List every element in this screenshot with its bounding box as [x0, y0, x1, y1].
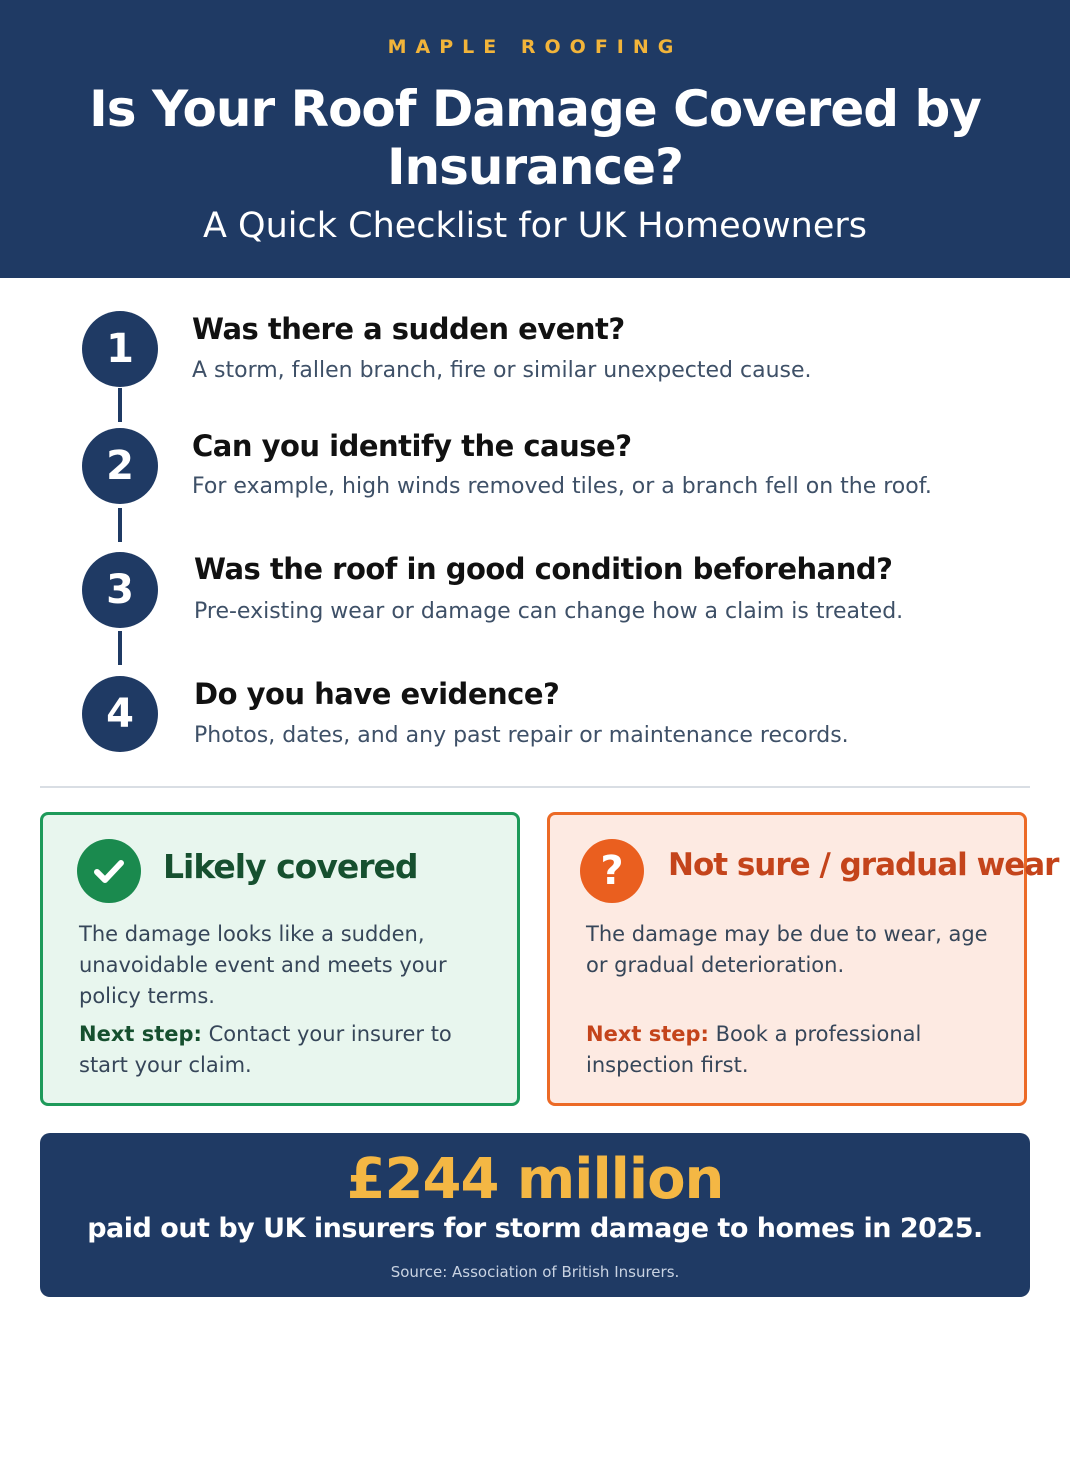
next-step — [79, 1019, 499, 1081]
step-detail: Photos, dates, and any past repair or maintenance records. — [194, 723, 849, 748]
step-connector — [118, 388, 122, 422]
step-number: 2 — [82, 428, 158, 504]
header — [0, 0, 1070, 278]
section-divider — [40, 786, 1030, 788]
page-title: Is Your Roof Damage Covered by Insurance? — [89, 80, 981, 196]
card-body: The damage looks like a sudden, unavoidable event and meets your policy terms. — [79, 922, 447, 1008]
statistic-banner — [40, 1133, 1030, 1297]
stat-source: Source: Association of British Insurers. — [390, 1263, 680, 1281]
card-title: Likely covered — [163, 847, 418, 886]
next-step-label: Next step: — [79, 1022, 202, 1046]
step-detail: A storm, fallen branch, fire or similar unexpected cause. — [192, 358, 812, 383]
step-number: 1 — [82, 311, 158, 387]
step-connector — [118, 508, 122, 542]
step-question: Was the roof in good condition beforehand? — [194, 552, 893, 586]
step-detail: For example, high winds removed tiles, or a branch fell on the roof. — [192, 474, 932, 499]
next-step-text: Contact your insurer to start your claim. — [79, 1022, 452, 1077]
stat-text: paid out by UK insurers for storm damage to homes in 2025. — [87, 1213, 983, 1244]
step-connector — [118, 631, 122, 665]
step-detail: Pre-existing wear or damage can change how a claim is treated. — [194, 599, 904, 624]
page-subtitle: A Quick Checklist for UK Homeowners — [202, 206, 868, 246]
step-question: Was there a sudden event? — [192, 312, 625, 346]
card-body: The damage may be due to wear, age or gradual deterioration. — [586, 922, 988, 977]
step-number: 3 — [82, 552, 158, 628]
next-step-text: Book a professional inspection first. — [586, 1022, 922, 1077]
card-title: Not sure / gradual wear — [668, 847, 1059, 883]
likely-covered-card — [40, 812, 520, 1106]
step-number: 4 — [82, 676, 158, 752]
next-step-label: Next step: — [586, 1022, 709, 1046]
brand-name: MAPLE ROOFING — [387, 36, 683, 58]
stat-value: £244 million — [346, 1147, 724, 1212]
next-step — [586, 1019, 1006, 1081]
not-sure-card — [547, 812, 1059, 1106]
question-icon: ? — [580, 839, 644, 903]
check-icon — [77, 839, 141, 903]
step-question: Do you have evidence? — [194, 677, 560, 711]
step-question: Can you identify the cause? — [192, 429, 632, 463]
